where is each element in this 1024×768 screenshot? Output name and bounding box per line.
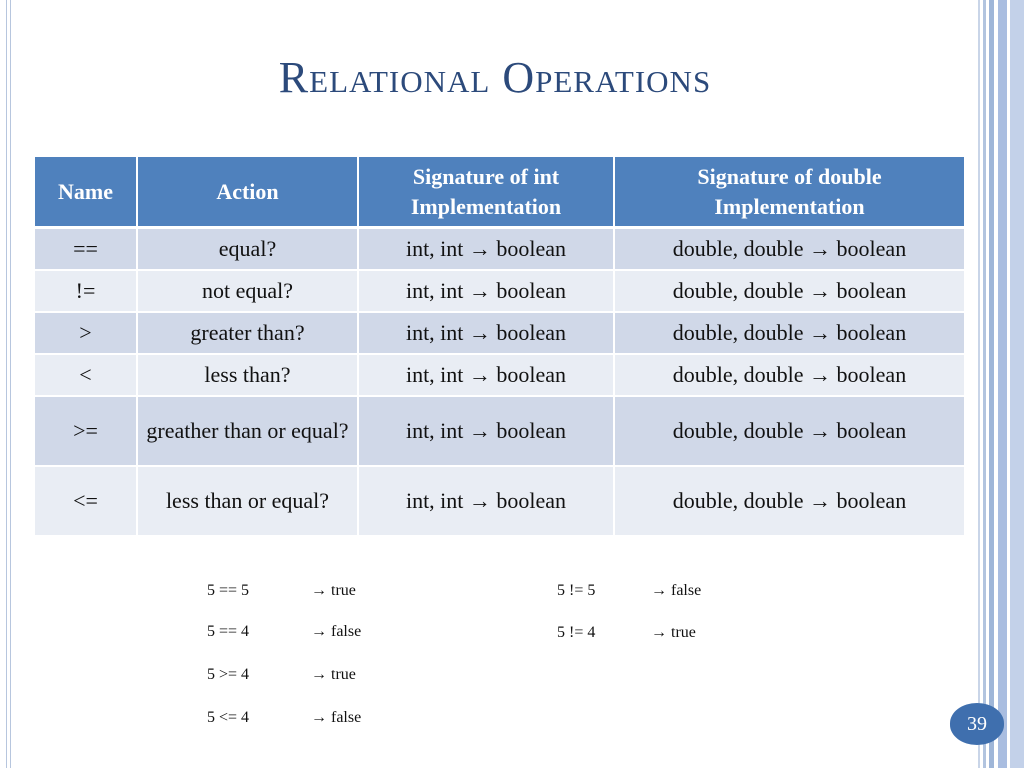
operator-cell: > [35,312,137,354]
relational-operations-table [35,157,964,537]
example-expression: 5 == 5 [207,582,250,599]
example-line [207,666,356,684]
table-row [35,396,964,466]
table-row [35,228,964,271]
operator-cell: >= [35,396,137,466]
action-cell: less than? [137,354,358,396]
action-cell: greater than? [137,312,358,354]
example-result: → true [311,582,356,599]
example-expression: 5 == 4 [207,623,250,640]
example-result: → true [311,666,356,683]
example-line [207,582,356,600]
int-signature-cell: int, int → boolean [358,228,614,271]
example-expression: 5 <= 4 [207,709,250,726]
double-signature-cell: double, double → boolean [614,354,964,396]
page-number-badge: 39 [950,703,1004,745]
operator-cell: == [35,228,137,271]
double-signature-cell: double, double → boolean [614,466,964,536]
slide-title: Relational Operations [278,53,712,102]
double-signature-cell: double, double → boolean [614,270,964,312]
int-signature-cell: int, int → boolean [358,354,614,396]
example-expression: 5 != 4 [557,624,596,641]
column-header-name: Name [35,157,137,228]
example-result: → true [651,624,696,641]
example-result: → false [651,582,702,599]
table-row [35,466,964,536]
column-header-action: Action [137,157,358,228]
double-signature-cell: double, double → boolean [614,228,964,271]
operator-cell: <= [35,466,137,536]
column-header-int-signature: Signature of int Implementation [358,157,614,228]
example-expression: 5 != 5 [557,582,596,599]
example-expression: 5 >= 4 [207,666,250,683]
example-line [557,582,702,600]
double-signature-cell: double, double → boolean [614,312,964,354]
action-cell: less than or equal? [137,466,358,536]
int-signature-cell: int, int → boolean [358,396,614,466]
example-line [207,623,362,641]
operator-cell: != [35,270,137,312]
int-signature-cell: int, int → boolean [358,270,614,312]
table-row [35,270,964,312]
table-row [35,354,964,396]
example-line [207,709,362,727]
table-header-row [35,157,964,228]
left-border-line [6,0,7,768]
action-cell: equal? [137,228,358,271]
action-cell: not equal? [137,270,358,312]
action-cell: greather than or equal? [137,396,358,466]
column-header-double-signature: Signature of double Implementation [614,157,964,228]
double-signature-cell: double, double → boolean [614,396,964,466]
right-decorative-stripes [978,0,1024,768]
table-row [35,312,964,354]
example-line [557,624,696,642]
left-border-line [10,0,11,768]
example-result: → false [311,623,362,640]
int-signature-cell: int, int → boolean [358,312,614,354]
example-result: → false [311,709,362,726]
int-signature-cell: int, int → boolean [358,466,614,536]
operator-cell: < [35,354,137,396]
